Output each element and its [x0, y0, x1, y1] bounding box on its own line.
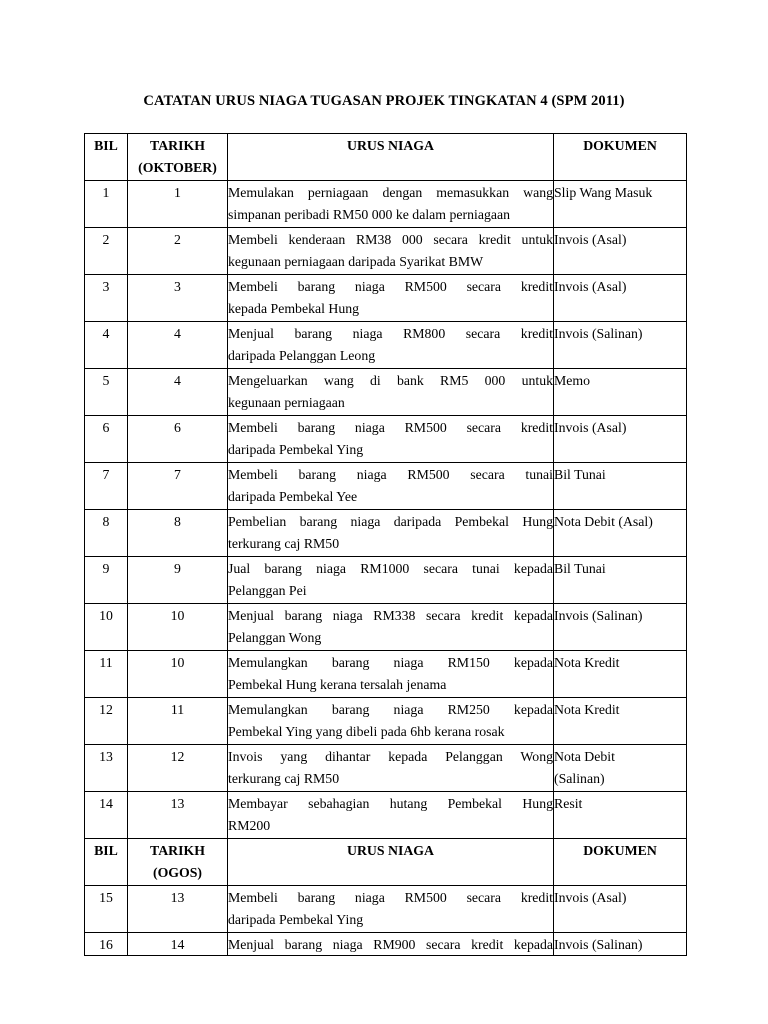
cell-urus-niaga: Menjual barang niaga RM900 secara kredit kepada: [228, 933, 554, 956]
cell-tarikh: 7: [128, 463, 228, 510]
cell-bil: 13: [85, 745, 128, 792]
header-urus-niaga: URUS NIAGA: [228, 134, 554, 181]
table-row: [85, 275, 687, 322]
cell-dokumen: Invois (Salinan): [554, 322, 687, 369]
cell-bil: 10: [85, 604, 128, 651]
cell-dokumen: Bil Tunai: [554, 463, 687, 510]
cell-urus-niaga: Membeli barang niaga RM500 secara tunai daripada Pembekal Yee: [228, 463, 554, 510]
document-title: CATATAN URUS NIAGA TUGASAN PROJEK TINGKATAN 4 (SPM 2011): [143, 93, 625, 109]
cell-tarikh: 10: [128, 651, 228, 698]
cell-dokumen: Memo: [554, 369, 687, 416]
cell-urus-niaga: Menjual barang niaga RM800 secara kredit daripada Pelanggan Leong: [228, 322, 554, 369]
cell-bil: 12: [85, 698, 128, 745]
cell-bil: 2: [85, 228, 128, 275]
cell-urus-niaga: Membeli barang niaga RM500 secara kredit daripada Pembekal Ying: [228, 886, 554, 933]
cell-tarikh: 14: [128, 933, 228, 956]
header-bil: BIL: [85, 134, 128, 181]
cell-dokumen: Bil Tunai: [554, 557, 687, 604]
table-row: [85, 886, 687, 933]
header-dokumen: DOKUMEN: [554, 839, 687, 886]
header-urus-niaga: URUS NIAGA: [228, 839, 554, 886]
cell-bil: 9: [85, 557, 128, 604]
header-bil: BIL: [85, 839, 128, 886]
table-row: [85, 933, 687, 956]
cell-urus-niaga: Membeli barang niaga RM500 secara kredit kepada Pembekal Hung: [228, 275, 554, 322]
header-tarikh: TARIKH (OKTOBER): [128, 134, 228, 181]
cell-tarikh: 1: [128, 181, 228, 228]
table-row: [85, 698, 687, 745]
cell-dokumen: Nota Debit (Asal): [554, 510, 687, 557]
cell-dokumen: Invois (Asal): [554, 886, 687, 933]
cell-dokumen: Invois (Asal): [554, 275, 687, 322]
table-row: [85, 181, 687, 228]
table-row: [85, 322, 687, 369]
cell-dokumen: Invois (Asal): [554, 416, 687, 463]
cell-urus-niaga: Invois yang dihantar kepada Pelanggan Wong terkurang caj RM50: [228, 745, 554, 792]
cell-urus-niaga: Memulangkan barang niaga RM150 kepada Pembekal Hung kerana tersalah jenama: [228, 651, 554, 698]
table-row: [85, 463, 687, 510]
cell-bil: 16: [85, 933, 128, 956]
table-body: [85, 134, 687, 956]
cell-urus-niaga: Memulangkan barang niaga RM250 kepada Pembekal Ying yang dibeli pada 6hb kerana rosak: [228, 698, 554, 745]
cell-bil: 3: [85, 275, 128, 322]
cell-dokumen: Nota Kredit: [554, 651, 687, 698]
cell-dokumen: Nota Kredit: [554, 698, 687, 745]
cell-bil: 8: [85, 510, 128, 557]
cell-bil: 4: [85, 322, 128, 369]
table-row: [85, 651, 687, 698]
table-row: [85, 510, 687, 557]
cell-bil: 5: [85, 369, 128, 416]
cell-dokumen: Nota Debit (Salinan): [554, 745, 687, 792]
cell-tarikh: 13: [128, 886, 228, 933]
cell-urus-niaga: Pembelian barang niaga daripada Pembekal Hung terkurang caj RM50: [228, 510, 554, 557]
header-tarikh: TARIKH (OGOS): [128, 839, 228, 886]
cell-bil: 14: [85, 792, 128, 839]
table-row: [85, 557, 687, 604]
header-dokumen: DOKUMEN: [554, 134, 687, 181]
cell-tarikh: 3: [128, 275, 228, 322]
cell-urus-niaga: Membeli kenderaan RM38 000 secara kredit untuk kegunaan perniagaan daripada Syarikat BMW: [228, 228, 554, 275]
table-row: [85, 416, 687, 463]
cell-urus-niaga: Jual barang niaga RM1000 secara tunai kepada Pelanggan Pei: [228, 557, 554, 604]
cell-tarikh: 11: [128, 698, 228, 745]
cell-tarikh: 4: [128, 322, 228, 369]
cell-urus-niaga: Mengeluarkan wang di bank RM5 000 untuk kegunaan perniagaan: [228, 369, 554, 416]
cell-tarikh: 10: [128, 604, 228, 651]
cell-bil: 7: [85, 463, 128, 510]
cell-dokumen: Resit: [554, 792, 687, 839]
cell-dokumen: Invois (Asal): [554, 228, 687, 275]
cell-urus-niaga: Membeli barang niaga RM500 secara kredit daripada Pembekal Ying: [228, 416, 554, 463]
table-header-ogos: [85, 839, 687, 886]
cell-tarikh: 2: [128, 228, 228, 275]
transaction-table: [84, 133, 687, 956]
cell-tarikh: 6: [128, 416, 228, 463]
cell-bil: 15: [85, 886, 128, 933]
cell-urus-niaga: Menjual barang niaga RM338 secara kredit kepada Pelanggan Wong: [228, 604, 554, 651]
cell-urus-niaga: Membayar sebahagian hutang Pembekal Hung RM200: [228, 792, 554, 839]
cell-tarikh: 13: [128, 792, 228, 839]
cell-dokumen: Invois (Salinan): [554, 933, 687, 956]
table-row: [85, 792, 687, 839]
cell-bil: 1: [85, 181, 128, 228]
cell-tarikh: 4: [128, 369, 228, 416]
cell-bil: 11: [85, 651, 128, 698]
table-row: [85, 369, 687, 416]
table-row: [85, 604, 687, 651]
cell-tarikh: 12: [128, 745, 228, 792]
table-header-oktober: [85, 134, 687, 181]
cell-dokumen: Slip Wang Masuk: [554, 181, 687, 228]
cell-dokumen: Invois (Salinan): [554, 604, 687, 651]
cell-tarikh: 8: [128, 510, 228, 557]
table-row: [85, 228, 687, 275]
cell-bil: 6: [85, 416, 128, 463]
table-row: [85, 745, 687, 792]
cell-urus-niaga: Memulakan perniagaan dengan memasukkan wang simpanan peribadi RM50 000 ke dalam perniagaan: [228, 181, 554, 228]
cell-tarikh: 9: [128, 557, 228, 604]
